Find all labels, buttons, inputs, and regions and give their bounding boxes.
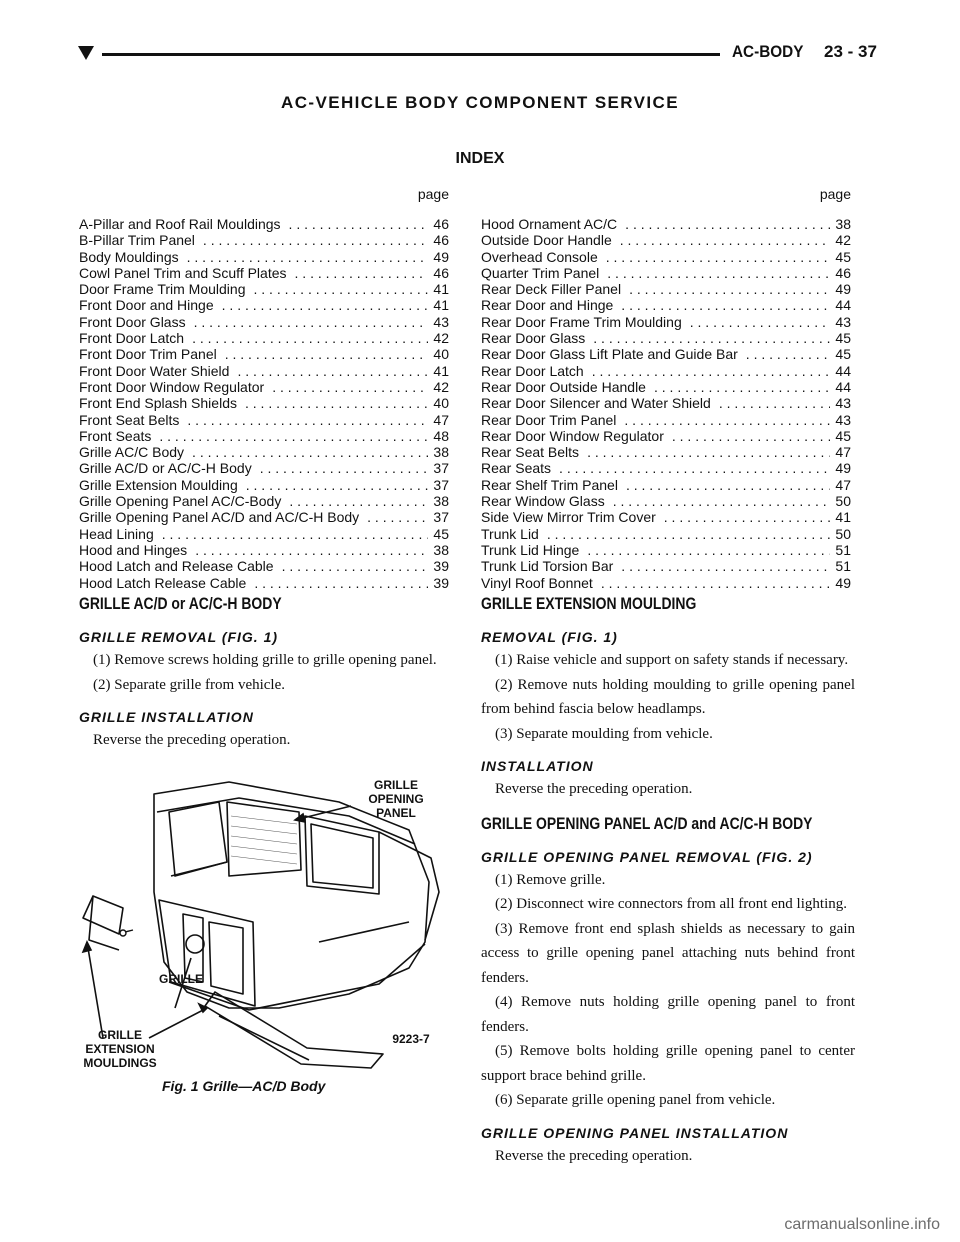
index-entry-label: Front Door Water Shield [79,362,230,379]
index-leader-dots [154,526,429,542]
index-entry-page: 42 [433,378,449,395]
index-entry-page: 41 [835,509,851,526]
index-entry-page: 46 [433,216,449,232]
index-entry-page: 42 [433,330,449,347]
index-leader-dots [618,477,830,493]
index-entry-page: 48 [433,427,449,444]
index-entry [481,493,851,509]
index-entry-label: Rear Deck Filler Panel [481,281,622,298]
index-entry-page: 46 [433,264,449,281]
index-leader-dots [711,395,831,411]
index-entry [79,542,449,558]
grille-section-title: GRILLE AC/D or AC/C-H BODY [79,594,282,613]
index-entry-label: Rear Seats [481,460,552,477]
index-entry [79,379,449,395]
index-entry-page: 44 [835,378,851,395]
index-entry [481,346,851,362]
triangle-icon [78,46,94,60]
index-entry [481,265,851,281]
index-entry [79,477,449,493]
index-page-heading: page [417,186,449,202]
page-header [78,40,880,70]
index-leader-dots [599,265,830,281]
index-entry [481,297,851,313]
opening-panel-section-title: GRILLE OPENING PANEL AC/D and AC/C-H BODY [481,813,813,833]
index-leader-dots [237,395,428,411]
index-entry-label: Rear Door Outside Handle [481,378,646,395]
index-entry-label: Outside Door Handle [481,232,612,249]
index-leader-dots [151,428,428,444]
index-entry-label: Door Frame Trim Moulding [79,281,246,298]
index-leader-dots [186,314,429,330]
index-leader-dots [179,412,428,428]
index-entry-page: 45 [433,525,449,542]
index-entry [79,412,449,428]
index-entry-label: Rear Shelf Trim Panel [481,476,618,493]
index-leader-dots [187,542,428,558]
index-entry [79,232,449,248]
index-entry [79,314,449,330]
index-entry [481,232,851,248]
index-entry-page: 46 [433,232,449,249]
index-entry-page: 39 [433,574,449,591]
index-leader-dots [264,379,428,395]
extension-removal-step: (1) Raise vehicle and support on safety stands if necessary. [495,652,849,668]
index-entry [79,216,449,232]
index-entry [481,477,851,493]
index-entry [481,395,851,411]
index-leader-dots [217,346,429,362]
opening-panel-install-text: Reverse the preceding operation. [495,1147,693,1164]
index-entry [481,330,851,346]
index-entry [79,249,449,265]
figure-label-grille: GRILLE [159,972,203,986]
extension-install-text: Reverse the preceding operation. [495,781,693,797]
index-entry-label: Rear Door Glass Lift Plate and Guide Bar [481,346,738,363]
index-leader-dots [621,281,830,297]
index-entry-page: 37 [433,509,449,526]
index-entry-page: 49 [835,574,851,591]
index-entry-label: Rear Door and Hinge [481,297,614,314]
index-leader-dots [646,379,830,395]
index-leader-dots [579,444,830,460]
index-entry-label: Overhead Console [481,248,598,265]
index-entry-page: 47 [835,444,851,461]
index-entry [481,509,851,525]
extension-section-title: GRILLE EXTENSION MOULDING [481,594,697,613]
index-entry-page: 49 [835,460,851,477]
extension-removal-step: (2) Remove nuts holding moulding to grille opening panel from behind fascia below headlamps. [481,676,855,717]
opening-panel-removal-title: GRILLE OPENING PANEL REMOVAL (FIG. 2) [481,848,813,865]
index-entry-label: Front Door Window Regulator [79,378,265,395]
index-leader-dots [585,330,830,346]
index-entry-label: Rear Door Silencer and Water Shield [481,395,711,412]
index-entry-label: Rear Door Frame Trim Moulding [481,313,682,330]
index-entry-label: Grille AC/D or AC/C-H Body [79,460,252,477]
index-entry-label: Grille AC/C Body [79,444,185,461]
index-entry [481,542,851,558]
index-list-left [79,216,449,591]
index-entry-label: Grille Opening Panel AC/C-Body [79,493,282,510]
index-leader-dots [229,363,428,379]
index-entry-label: A-Pillar and Roof Rail Mouldings [79,216,281,232]
index-entry-label: Rear Window Glass [481,493,605,510]
index-entry-label: Front Seats [79,427,152,444]
index-entry-page: 50 [835,493,851,510]
opening-panel-removal-step: (5) Remove bolts holding grille opening panel to center support brace behind grille. [481,1043,855,1084]
index-leader-dots [593,575,831,591]
index-entry [481,444,851,460]
index-entry-page: 43 [433,313,449,330]
index-entry [79,509,449,525]
index-entry-page: 38 [433,541,449,558]
index-leader-dots [617,216,830,232]
index-leader-dots [551,460,830,476]
figure-number: 9223-7 [392,1032,430,1046]
index-entry-label: Front Door Trim Panel [79,346,217,363]
index-entry-page: 51 [835,558,851,575]
opening-panel-removal-step: (3) Remove front end splash shields as necessary to gain access to grille opening panel attaching nuts behind front fenders. [481,920,855,986]
index-leader-dots [613,558,830,574]
index-entry [481,428,851,444]
index-leader-dots [738,346,831,362]
index-entry-page: 47 [835,476,851,493]
index-entry [79,395,449,411]
index-entry-label: Rear Door Trim Panel [481,411,617,428]
index-entry-page: 49 [835,281,851,298]
index-entry-page: 43 [835,395,851,412]
header-rule [102,53,720,56]
index-leader-dots [274,558,429,574]
index-leader-dots [238,477,429,493]
index-entry [79,493,449,509]
opening-panel-removal-step: (4) Remove nuts holding grille opening panel to front fenders. [481,994,855,1035]
index-entry-page: 43 [835,411,851,428]
index-leader-dots [252,460,429,476]
index-title: INDEX [455,150,505,167]
index-leader-dots [656,509,831,525]
index-leader-dots [616,412,830,428]
figure-label-extension-mouldings: GRILLE EXTENSION MOULDINGS [83,1028,157,1070]
index-entry [481,379,851,395]
index-entry-label: Front End Splash Shields [79,395,237,412]
index-leader-dots [184,444,428,460]
index-entry-page: 41 [433,297,449,314]
index-list-right [481,216,851,591]
figure-grille-illustration [79,772,453,1087]
footer-watermark: carmanualsonline.info [784,1216,940,1233]
index-entry-label: Rear Door Latch [481,362,584,379]
index-left-column [79,185,449,591]
index-entry-label: Front Door Glass [79,313,186,330]
index-leader-dots [246,281,429,297]
index-entry-page: 43 [835,313,851,330]
index-right-column [481,185,851,591]
index-entry-label: Quarter Trim Panel [481,264,600,281]
index-leader-dots [287,265,429,281]
index-entry-page: 46 [835,264,851,281]
index-page-heading: page [819,186,851,202]
opening-panel-removal-step: (2) Disconnect wire connectors from all front end lighting. [495,896,847,912]
grille-removal-step: (2) Separate grille from vehicle. [93,676,285,693]
index-leader-dots [281,493,428,509]
index-entry [79,330,449,346]
index-entry [481,281,851,297]
index-leader-dots [179,249,429,265]
index-entry-label: Front Seat Belts [79,411,180,428]
index-leader-dots [682,314,831,330]
index-entry-label: Hood and Hinges [79,541,188,558]
grille-section [79,594,453,753]
index-entry [481,216,851,232]
index-entry-page: 41 [433,362,449,379]
index-entry-label: B-Pillar Trim Panel [79,232,195,249]
opening-panel-removal-step: (1) Remove grille. [495,871,606,888]
index-entry-page: 49 [433,248,449,265]
index-entry [79,428,449,444]
index-leader-dots [664,428,831,444]
index-entry [481,575,851,591]
index-entry-label: Trunk Lid Torsion Bar [481,558,614,575]
index-entry-page: 51 [835,541,851,558]
opening-panel-install-title: GRILLE OPENING PANEL INSTALLATION [481,1124,789,1141]
grille-install-text: Reverse the preceding operation. [93,732,291,748]
extension-removal-step: (3) Separate moulding from vehicle. [495,725,713,742]
index-leader-dots [539,526,831,542]
index-entry [79,363,449,379]
header-page-number: 23 - 37 [824,42,877,61]
index-entry [481,363,851,379]
index-leader-dots [613,297,830,313]
index-entry-page: 45 [835,248,851,265]
right-text-column [481,594,855,1168]
index-leader-dots [184,330,428,346]
index-leader-dots [605,493,831,509]
index-entry-label: Hood Ornament AC/C [481,216,618,232]
index-entry-page: 45 [835,330,851,347]
index-entry-page: 42 [835,232,851,249]
index-leader-dots [612,232,831,248]
index-leader-dots [195,232,429,248]
index-entry [79,460,449,476]
index-entry [79,297,449,313]
grille-removal-step: (1) Remove screws holding grille to grille opening panel. [93,652,437,668]
index-entry-label: Body Mouldings [79,248,179,265]
header-section: AC-BODY [732,42,804,61]
index-entry [481,412,851,428]
grille-install-title: GRILLE INSTALLATION [79,709,254,725]
figure-label-opening-panel: GRILLE OPENING PANEL [368,778,424,820]
index-entry-page: 38 [433,493,449,510]
index-entry [79,444,449,460]
index-leader-dots [584,363,831,379]
index-entry-label: Trunk Lid [481,525,539,542]
index-entry [79,265,449,281]
index-entry-label: Hood Latch Release Cable [79,574,247,591]
grille-removal-title: GRILLE REMOVAL (FIG. 1) [79,629,279,645]
index-entry-page: 38 [835,216,851,232]
index-entry-label: Trunk Lid Hinge [481,541,580,558]
index-entry-label: Front Door and Hinge [79,297,214,314]
index-leader-dots [214,297,429,313]
index-leader-dots [281,216,429,232]
index-entry-page: 40 [433,395,449,412]
index-entry-page: 45 [835,427,851,444]
extension-install-title: INSTALLATION [481,758,594,774]
index-entry [79,346,449,362]
index-entry-label: Rear Door Glass [481,330,586,347]
index-leader-dots [579,542,830,558]
index-entry [79,558,449,574]
index-entry-page: 44 [835,362,851,379]
index-entry-label: Hood Latch and Release Cable [79,558,274,575]
index-entry [481,526,851,542]
index-entry-page: 40 [433,346,449,363]
index-entry-page: 47 [433,411,449,428]
index-entry-label: Vinyl Roof Bonnet [481,574,593,591]
index-entry [79,281,449,297]
index-entry-label: Rear Seat Belts [481,444,580,461]
index-leader-dots [359,509,428,525]
index-leader-dots [246,575,428,591]
index-entry-page: 45 [835,346,851,363]
index-entry [481,558,851,574]
index-entry-page: 39 [433,558,449,575]
index-entry-label: Grille Extension Moulding [79,476,238,493]
index-entry [79,575,449,591]
index-entry-label: Head Lining [79,525,154,542]
index-entry-label: Grille Opening Panel AC/D and AC/C-H Body [79,509,360,526]
index-entry [79,526,449,542]
opening-panel-removal-step: (6) Separate grille opening panel from vehicle. [495,1092,776,1108]
index-entry-page: 37 [433,476,449,493]
index-entry [481,314,851,330]
index-entry [481,249,851,265]
index-entry-page: 41 [433,281,449,298]
index-entry-page: 44 [835,297,851,314]
index-entry-page: 37 [433,460,449,477]
extension-removal-title: REMOVAL (FIG. 1) [481,629,618,645]
index-entry-label: Cowl Panel Trim and Scuff Plates [79,264,287,281]
index-entry-page: 50 [835,525,851,542]
index-entry-label: Front Door Latch [79,330,185,347]
index-entry-page: 38 [433,444,449,461]
index-entry-label: Rear Door Window Regulator [481,427,664,444]
index-leader-dots [598,249,831,265]
index-entry-label: Side View Mirror Trim Cover [481,509,656,526]
index-entry [481,460,851,476]
figure-caption: Fig. 1 Grille—AC/D Body [162,1078,326,1094]
page-title: AC-VEHICLE BODY COMPONENT SERVICE [281,93,679,112]
